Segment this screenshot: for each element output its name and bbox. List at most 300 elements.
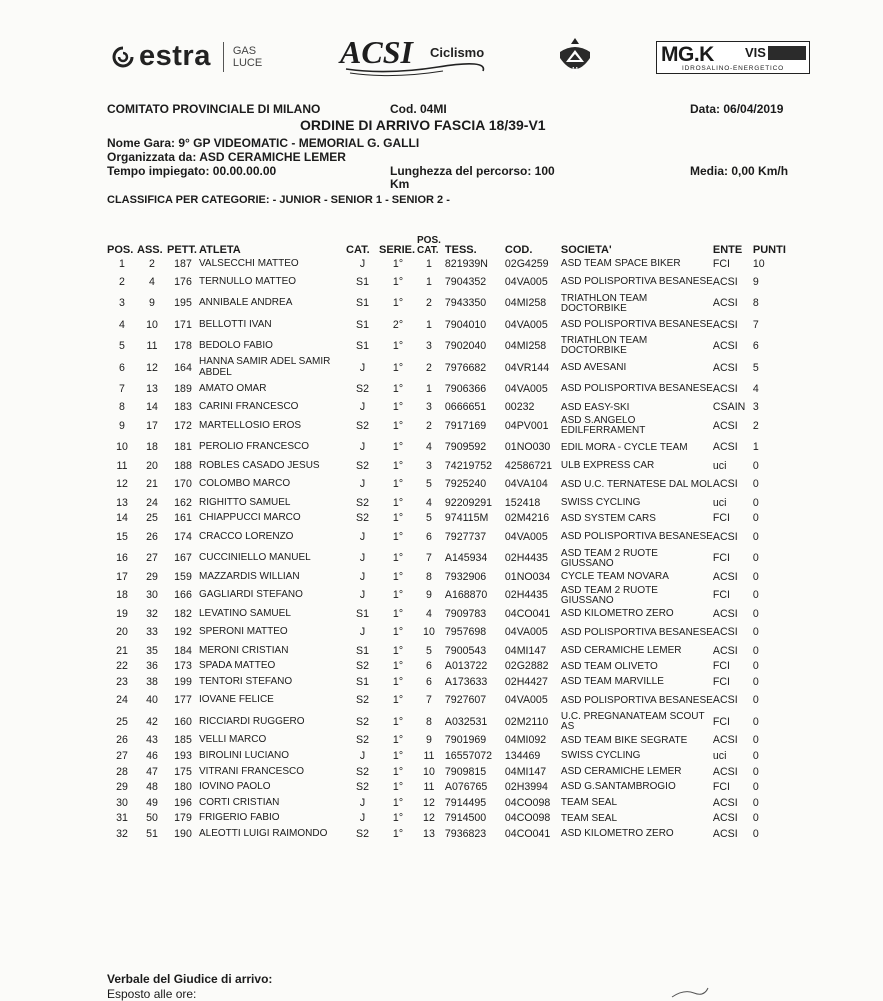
table-row [107, 357, 788, 378]
cell-pos-cat: 5 [426, 512, 432, 525]
cell-atleta: COLOMBO MARCO [199, 478, 291, 490]
cell-tess: 7904352 [444, 276, 487, 289]
cell-tess: 7932906 [444, 570, 487, 583]
mgk-tagline: IDROSALINO-ENERGETICO [681, 65, 785, 72]
cell-tess: 821939N [444, 257, 488, 270]
cell-pos-cat: 10 [423, 626, 435, 639]
cell-pett: 162 [174, 496, 192, 509]
cell-societa: CYCLE TEAM NOVARA [560, 571, 669, 583]
cell-societa: ASD POLISPORTIVA BESANESE [560, 383, 713, 395]
cell-pos: 31 [116, 812, 128, 825]
cell-ass: 30 [146, 589, 158, 602]
table-row [107, 458, 788, 474]
cell-punti: 0 [752, 749, 759, 762]
cell-cat: S1 [356, 318, 369, 331]
cell-ente: FCI [712, 675, 730, 688]
cell-atleta: AMATO OMAR [199, 382, 267, 394]
cell-societa: ASD CERAMICHE LEMER [560, 645, 682, 657]
cell-cat: S2 [356, 694, 369, 707]
cell-tess: 7976682 [444, 361, 487, 374]
table-row [107, 437, 788, 458]
cell-punti: 8 [752, 297, 759, 310]
cell-pos-cat: 7 [426, 694, 432, 707]
cell-atleta: ROBLES CASADO JESUS [199, 459, 320, 471]
cell-serie: 1° [392, 675, 404, 688]
cell-pos: 30 [116, 796, 128, 809]
cell-serie: 1° [392, 715, 404, 728]
cell-pos: 14 [116, 512, 128, 525]
cell-tess: 7902040 [444, 340, 487, 353]
cell-punti: 0 [752, 660, 759, 673]
cell-ente: ACSI [712, 827, 738, 840]
results-table [107, 234, 788, 842]
cell-cod: 04CO098 [504, 796, 551, 809]
cell-pos-cat: 5 [426, 478, 432, 491]
cell-pett: 174 [174, 530, 192, 543]
cell-societa: U.C. PREGNANATEAM SCOUT AS [560, 711, 705, 733]
col-header-punti: PUNTI [752, 244, 786, 256]
cell-punti: 0 [752, 607, 759, 620]
col-header-tess: TESS. [444, 244, 477, 256]
table-row [107, 690, 788, 711]
table-row [107, 764, 788, 780]
cell-serie: 2° [392, 318, 404, 331]
cell-pett: 187 [174, 257, 192, 270]
cell-ass: 47 [146, 765, 158, 778]
cell-serie: 1° [392, 552, 404, 565]
cell-ass: 33 [146, 626, 158, 639]
cell-societa: ASD POLISPORTIVA BESANESE [560, 276, 713, 288]
cell-societa: ASD KILOMETRO ZERO [560, 828, 674, 840]
cell-atleta: CARINI FRANCESCO [199, 401, 299, 413]
cell-cat: S1 [356, 607, 369, 620]
cell-pos: 19 [116, 607, 128, 620]
cell-serie: 1° [392, 257, 404, 270]
cell-cat: S2 [356, 781, 369, 794]
table-row [107, 400, 788, 416]
cell-cod: 02M2110 [504, 715, 549, 728]
cell-serie: 1° [392, 530, 404, 543]
cell-ass: 43 [146, 734, 158, 747]
cell-cod: 04CO041 [504, 827, 551, 840]
svg-text:M: M [571, 66, 579, 74]
table-row [107, 733, 788, 749]
cell-pett: 181 [174, 441, 192, 454]
cell-ass: 32 [146, 607, 158, 620]
race-name: Nome Gara: 9° GP VIDEOMATIC - MEMORIAL G. GALLI [107, 136, 420, 150]
cell-societa: TRIATHLON TEAM DOCTORBIKE [560, 292, 648, 314]
estra-wordmark: estra [139, 40, 211, 72]
cell-pett: 171 [174, 318, 192, 331]
cell-atleta: IOVANE FELICE [199, 694, 274, 706]
cell-ass: 10 [146, 318, 158, 331]
cell-pett: 164 [174, 361, 192, 374]
cell-societa: ASD POLISPORTIVA BESANESE [560, 694, 713, 706]
cell-serie: 1° [392, 812, 404, 825]
cell-pos-cat: 1 [426, 382, 432, 395]
cell-pos-cat: 7 [426, 552, 432, 565]
cell-ass: 27 [146, 552, 158, 565]
cell-tess: 7900543 [444, 644, 487, 657]
mgk-vis-text: VIS [745, 45, 766, 60]
cell-cat: S2 [356, 512, 369, 525]
cell-societa: TRIATHLON TEAM DOCTORBIKE [560, 335, 648, 357]
cell-cod: 04VA005 [504, 626, 548, 639]
table-row [107, 826, 788, 842]
cell-serie: 1° [392, 478, 404, 491]
acsi-letters: ACSI [340, 34, 413, 70]
cell-punti: 0 [752, 570, 759, 583]
cell-pos-cat: 8 [426, 570, 432, 583]
cell-pos-cat: 10 [423, 765, 435, 778]
cell-ass: 48 [146, 781, 158, 794]
cell-ente: ACSI [712, 382, 738, 395]
cell-pos-cat: 6 [426, 675, 432, 688]
cell-atleta: CRACCO LORENZO [199, 530, 294, 542]
cell-punti: 2 [752, 419, 759, 432]
cell-cod: 00232 [504, 401, 535, 414]
cell-pett: 192 [174, 626, 192, 639]
results-body [107, 256, 788, 842]
cell-pos: 4 [119, 318, 125, 331]
cell-pos-cat: 8 [426, 715, 432, 728]
cell-cod: 04VA005 [504, 694, 548, 707]
cell-cod: 04PV001 [504, 419, 549, 432]
cell-ass: 42 [146, 715, 158, 728]
cell-atleta: BEDOLO FABIO [199, 340, 273, 352]
estra-swirl-icon [110, 45, 136, 69]
cell-ente: FCI [712, 552, 730, 565]
cell-cat: J [359, 570, 366, 583]
cell-punti: 0 [752, 478, 759, 491]
cell-pett: 190 [174, 827, 192, 840]
cell-pos-cat: 6 [426, 530, 432, 543]
cell-atleta: BIROLINI LUCIANO [199, 749, 290, 761]
cell-cat: S2 [356, 715, 369, 728]
cell-serie: 1° [392, 459, 404, 472]
cell-cat: J [359, 812, 366, 825]
table-row [107, 526, 788, 547]
cell-pos: 1 [119, 257, 125, 270]
cell-atleta: HANNA SAMIR ADEL SAMIR ABDEL [199, 356, 331, 378]
cell-pos-cat: 13 [423, 827, 435, 840]
cell-pett: 173 [174, 660, 192, 673]
cell-tess: 7914495 [444, 796, 487, 809]
cell-societa: ASD EASY-SKI [560, 401, 630, 413]
table-row [107, 585, 788, 606]
cell-pett: 184 [174, 644, 192, 657]
cell-tess: 974115M [444, 512, 489, 525]
cell-cod: 04MI147 [504, 644, 547, 657]
cell-serie: 1° [392, 694, 404, 707]
cell-cat: S1 [356, 276, 369, 289]
cell-ass: 46 [146, 749, 158, 762]
cell-punti: 1 [752, 441, 759, 454]
table-row [107, 674, 788, 690]
acsi-ciclismo-logo [338, 33, 488, 82]
mgk-flag-icon [768, 46, 806, 60]
cell-tess: 7909783 [444, 607, 487, 620]
cell-pos-cat: 6 [426, 660, 432, 673]
cell-atleta: VITRANI FRANCESCO [199, 765, 305, 777]
cell-ente: ACSI [712, 796, 738, 809]
cell-societa: ASD S.ANGELO EDILFERRAMENT [560, 415, 646, 437]
cell-atleta: MARTELLOSIO EROS [199, 419, 302, 431]
cell-atleta: LEVATINO SAMUEL [199, 607, 291, 619]
cell-serie: 1° [392, 512, 404, 525]
cell-pett: 161 [174, 512, 192, 525]
cell-pett: 180 [174, 781, 192, 794]
cell-societa: ASD TEAM SPACE BIKER [560, 257, 681, 269]
cell-tess: 16557072 [444, 749, 493, 762]
col-header-pett: PETT. [167, 244, 197, 256]
cell-societa: ASD TEAM 2 RUOTE GIUSSANO [560, 584, 658, 606]
cell-pos: 5 [119, 340, 125, 353]
cell-ente: ACSI [712, 318, 738, 331]
cell-punti: 6 [752, 340, 759, 353]
cell-cat: J [359, 552, 366, 565]
cell-cat: J [359, 257, 366, 270]
cell-ass: 20 [146, 459, 158, 472]
cell-pos: 9 [119, 419, 125, 432]
col-header-societa: SOCIETA' [560, 244, 612, 256]
table-row [107, 643, 788, 659]
cell-cod: 04VA005 [504, 530, 548, 543]
cell-pos-cat: 3 [426, 401, 432, 414]
table-row [107, 293, 788, 314]
cell-punti: 5 [752, 361, 759, 374]
cell-tess: 7909815 [444, 765, 487, 778]
cell-ente: uci [712, 459, 727, 472]
cell-cod: 152418 [504, 496, 541, 509]
cell-serie: 1° [392, 589, 404, 602]
cell-cod: 04MI258 [504, 340, 547, 353]
cell-serie: 1° [392, 796, 404, 809]
cell-atleta: SPADA MATTEO [199, 660, 276, 672]
cell-societa: ASD TEAM BIKE SEGRATE [560, 734, 688, 746]
cell-tess: 7917169 [444, 419, 487, 432]
cell-atleta: ANNIBALE ANDREA [199, 297, 293, 309]
cell-punti: 0 [752, 796, 759, 809]
cell-pos: 27 [116, 749, 128, 762]
cell-serie: 1° [392, 441, 404, 454]
cell-tess: 7957698 [444, 626, 487, 639]
cell-atleta: ALEOTTI LUIGI RAIMONDO [199, 827, 328, 839]
cell-punti: 0 [752, 765, 759, 778]
table-row [107, 711, 788, 732]
cell-ente: ACSI [712, 765, 738, 778]
cell-societa: ASD AVESANI [560, 361, 627, 373]
cell-serie: 1° [392, 419, 404, 432]
cell-serie: 1° [392, 660, 404, 673]
cell-cod: 01NO030 [504, 441, 551, 454]
cell-ente: ACSI [712, 734, 738, 747]
cell-cod: 04MI258 [504, 297, 547, 310]
cell-atleta: MAZZARDIS WILLIAN [199, 570, 300, 582]
cell-ente: ACSI [712, 441, 738, 454]
cell-punti: 0 [752, 459, 759, 472]
cell-tess: 7904010 [444, 318, 487, 331]
cell-serie: 1° [392, 382, 404, 395]
cell-ente: ACSI [712, 694, 738, 707]
cell-cat: S2 [356, 382, 369, 395]
document-title: ORDINE DI ARRIVO FASCIA 18/39-V1 [300, 117, 546, 133]
cell-pos: 28 [116, 765, 128, 778]
cell-ente: FCI [712, 781, 730, 794]
cell-ente: ACSI [712, 419, 738, 432]
cell-ente: ACSI [712, 644, 738, 657]
cell-pett: 193 [174, 749, 192, 762]
cell-ass: 36 [146, 660, 158, 673]
cell-cat: S2 [356, 496, 369, 509]
cell-punti: 0 [752, 626, 759, 639]
cell-tess: 7914500 [444, 812, 487, 825]
cell-ass: 21 [146, 478, 158, 491]
cell-pos: 21 [116, 644, 128, 657]
cell-atleta: RIGHITTO SAMUEL [199, 496, 291, 508]
cell-tess: 7906366 [444, 382, 487, 395]
col-header-atleta: ATLETA [199, 244, 241, 256]
cell-societa: EDIL MORA - CYCLE TEAM [560, 441, 688, 453]
cell-cod: 02G4259 [504, 257, 549, 270]
cell-pett: 199 [174, 675, 192, 688]
cell-ass: 9 [149, 297, 155, 310]
cell-tess: 7927607 [444, 694, 487, 707]
cell-tess: 7925240 [444, 478, 487, 491]
col-header-cat: CAT. [346, 244, 370, 256]
table-row [107, 811, 788, 827]
cell-ente: ACSI [712, 276, 738, 289]
cell-pos-cat: 2 [426, 419, 432, 432]
cell-pos-cat: 4 [426, 607, 432, 620]
col-header-cod: COD. [504, 244, 533, 256]
cell-cat: S2 [356, 827, 369, 840]
cell-cat: J [359, 749, 366, 762]
table-row [107, 314, 788, 335]
cell-ass: 51 [146, 827, 158, 840]
cell-atleta: RICCIARDI RUGGERO [199, 715, 305, 727]
cell-pos: 32 [116, 827, 128, 840]
signature-mark [670, 985, 710, 999]
cell-pos: 15 [116, 530, 128, 543]
cell-cat: J [359, 589, 366, 602]
cell-tess: 92209291 [444, 496, 493, 509]
cell-ass: 40 [146, 694, 158, 707]
cell-ass: 11 [146, 340, 158, 353]
cell-punti: 3 [752, 401, 759, 414]
cell-societa: ASD CERAMICHE LEMER [560, 765, 682, 777]
cell-pett: 196 [174, 796, 192, 809]
cell-serie: 1° [392, 607, 404, 620]
cell-cat: S1 [356, 340, 369, 353]
cell-pos-cat: 11 [423, 749, 435, 762]
cell-atleta: MERONI CRISTIAN [199, 644, 289, 656]
cell-societa: TEAM SEAL [560, 812, 618, 824]
cell-cod: 04VA104 [504, 478, 548, 491]
cell-serie: 1° [392, 644, 404, 657]
table-row [107, 495, 788, 511]
cell-pos-cat: 4 [426, 496, 432, 509]
cell-pett: 170 [174, 478, 192, 491]
cell-serie: 1° [392, 276, 404, 289]
cell-societa: ULB EXPRESS CAR [560, 460, 655, 472]
cell-cod: 04CO041 [504, 607, 551, 620]
table-row [107, 659, 788, 675]
cell-ass: 26 [146, 530, 158, 543]
table-row [107, 272, 788, 293]
cell-pett: 179 [174, 812, 192, 825]
cell-societa: ASD TEAM MARVILLE [560, 676, 664, 688]
cell-cat: S1 [356, 644, 369, 657]
cell-punti: 0 [752, 496, 759, 509]
estra-subtext: GAS LUCE [232, 44, 263, 69]
cell-punti: 0 [752, 675, 759, 688]
cell-societa: SWISS CYCLING [560, 497, 641, 509]
cell-cod: 04MI147 [504, 765, 547, 778]
table-header-row [107, 234, 788, 256]
cell-ente: CSAIN [712, 401, 746, 414]
cell-pos-cat: 3 [426, 340, 432, 353]
table-row [107, 416, 788, 437]
distance-label: Lunghezza del percorso: 100 Km [390, 164, 555, 191]
cell-serie: 1° [392, 626, 404, 639]
cell-cat: J [359, 796, 366, 809]
cell-tess: A013722 [444, 660, 488, 673]
time-used-label: Tempo impiegato: 00.00.00.00 [107, 164, 277, 178]
cell-pos-cat: 1 [426, 276, 432, 289]
acsi-ciclismo-text: Ciclismo [430, 45, 485, 60]
table-row [107, 336, 788, 357]
cell-ente: uci [712, 496, 727, 509]
cell-pos: 12 [116, 478, 128, 491]
cell-pos-cat: 12 [423, 796, 435, 809]
cell-cod: 134469 [504, 749, 541, 762]
cell-pos: 10 [116, 441, 128, 454]
cell-atleta: BELLOTTI IVAN [199, 318, 272, 330]
cell-pett: 166 [174, 589, 192, 602]
cell-cat: J [359, 530, 366, 543]
cell-pos-cat: 1 [426, 257, 432, 270]
cell-pett: 178 [174, 340, 192, 353]
cell-societa: ASD SYSTEM CARS [560, 512, 656, 524]
cell-atleta: FRIGERIO FABIO [199, 812, 280, 824]
cell-ente: FCI [712, 589, 730, 602]
cell-pos-cat: 2 [426, 361, 432, 374]
mgk-vis-logo [656, 41, 810, 74]
cell-tess: 74219752 [444, 459, 493, 472]
cell-punti: 0 [752, 552, 759, 565]
cell-ente: ACSI [712, 530, 738, 543]
cell-serie: 1° [392, 827, 404, 840]
cell-ass: 29 [146, 570, 158, 583]
table-row [107, 511, 788, 527]
cell-punti: 0 [752, 644, 759, 657]
col-header-pos: POS. [107, 244, 134, 256]
cell-societa: ASD POLISPORTIVA BESANESE [560, 319, 713, 331]
cell-cod: 04VA005 [504, 382, 548, 395]
cell-punti: 0 [752, 812, 759, 825]
cell-cod: 02H3994 [504, 781, 548, 794]
cell-pos: 24 [116, 694, 128, 707]
cell-pos: 22 [116, 660, 128, 673]
cell-pos-cat: 9 [426, 734, 432, 747]
cell-tess: 7927737 [444, 530, 487, 543]
cell-ente: ACSI [712, 812, 738, 825]
cell-serie: 1° [392, 361, 404, 374]
cell-pos: 26 [116, 734, 128, 747]
categories-label: CLASSIFICA PER CATEGORIE: - JUNIOR - SENIOR 1 - SENIOR 2 - [107, 194, 450, 206]
cell-cat: S2 [356, 419, 369, 432]
